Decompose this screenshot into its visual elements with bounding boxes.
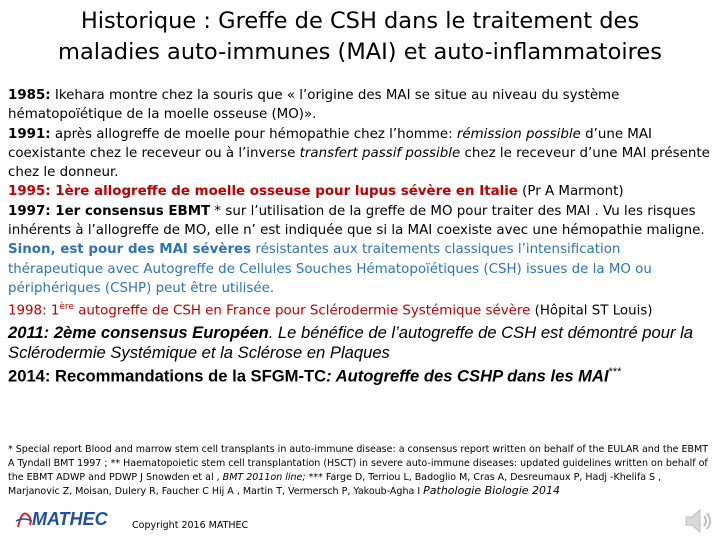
text-1991-remission: rémission possible — [456, 126, 581, 142]
footnote-part-1: * Special report Blood and marrow stem cell transplants in auto-immune disease: a consensus report written on behalf of the EULAR and the EBMT A Tyndall BMT 1997 ; ** Haematopoietic stem cell transplantation (HSCT) in severe auto-immune diseases: updated guidelines written on behalf of the EBMT ADWP and PDWP J Snowden et al , — [8, 444, 709, 483]
title-line-1: Historique : Greffe de CSH dans le traitement des — [80, 8, 640, 34]
text-1998-hospital: (Hôpital ST Louis) — [530, 303, 653, 319]
text-2011-heading: 2011: 2ème consensus Européen — [8, 323, 269, 343]
text-1985: Ikehara montre chez la souris que « l’origine des MAI se situe au niveau du système hématopoïétique de la moelle osseuse (MO)». — [8, 88, 620, 123]
text-1997-blue-bold: Sinon, est pour des MAI sévères — [8, 242, 252, 258]
slide-title — [0, 6, 720, 68]
text-1995-highlight: 1995: 1ère allogreffe de moelle osseuse pour lupus sévère en Italie — [8, 184, 518, 200]
footnote-part-3: *** Farge D, Terriou L, Badoglio M, Cras A, Desreumaux P, Hadj -Khelifa S , Marjanovic Z, Moisan, Dulery R, Faucher C Hij A , Martin T, Vermersch P, Yakoub-Agha I — [8, 471, 662, 498]
text-1998-b: autogreffe de CSH en France pour Sclérodermie Systémique sévère — [73, 303, 531, 319]
text-1991-e: chez le receveur d’une MAI présente chez le donneur. — [8, 145, 710, 181]
text-1991-a: après allogreffe de moelle pour hémopathie chez l’homme: — [50, 126, 457, 142]
copyright: Copyright 2016 MATHEC — [132, 520, 249, 531]
footnote-part-2: BMT 2011on line; — [222, 471, 306, 483]
title-line-2: maladies auto-immunes (MAI) et auto-inflammatoires — [58, 39, 662, 65]
paragraph-2011 — [8, 323, 710, 363]
text-1991-c: d’une MAI coexistante chez le receveur ou à l’inverse — [8, 126, 652, 161]
paragraph-1998 — [8, 298, 710, 321]
mathec-logo — [14, 503, 114, 531]
logo-text: MATHEC — [32, 509, 108, 529]
text-1998-sup: ère — [59, 302, 74, 313]
text-1998-a: 1998: 1 — [8, 303, 60, 319]
text-1995-author: (Pr A Marmont) — [517, 184, 624, 200]
slide-body — [8, 86, 710, 386]
paragraph-1995 — [8, 182, 710, 201]
year-1985: 1985: — [8, 88, 51, 103]
paragraph-1997 — [8, 202, 710, 298]
paragraph-1991 — [8, 125, 710, 183]
footnote-journal: Pathologie Biologie 2014 — [423, 484, 561, 498]
text-2011-body: . Le bénéfice de l’autogreffe de CSH est démontré pour la Sclérodermie Systémique et la Sclérose en Plaques — [8, 323, 694, 362]
footnote — [8, 443, 710, 499]
text-2014-body: : Autogreffe des CSHP dans les MAI — [326, 366, 609, 386]
mathec-logo-graphic — [14, 503, 114, 531]
text-1997-blue: résistantes aux traitements classiques l’intensification thérapeutique avec Autogreffe de Cellules Souches Hématopoïétiques (CSH) issues de la MO ou périphériques (CSHP) peut être utilisée. — [8, 242, 652, 296]
year-1991: 1991: — [8, 126, 51, 142]
text-2014-stars: *** — [608, 365, 622, 378]
speaker-icon[interactable] — [682, 505, 714, 537]
text-1997-heading: 1997: 1er consensus EBMT — [8, 203, 211, 219]
text-1997-body: * sur l’utilisation de la greffe de MO pour traiter des MAI . Vu les risques inhérents à l’allogreffe de MO, elle n’ est indiquée que si la MAI coexiste avec une hémopathie maligne. — [8, 203, 705, 239]
text-2014-heading: 2014: Recommandations de la SFGM-TC — [8, 366, 327, 386]
paragraph-1985 — [8, 86, 710, 125]
text-1991-transfert: transfert passif possible — [299, 145, 461, 161]
paragraph-2014 — [8, 363, 710, 386]
